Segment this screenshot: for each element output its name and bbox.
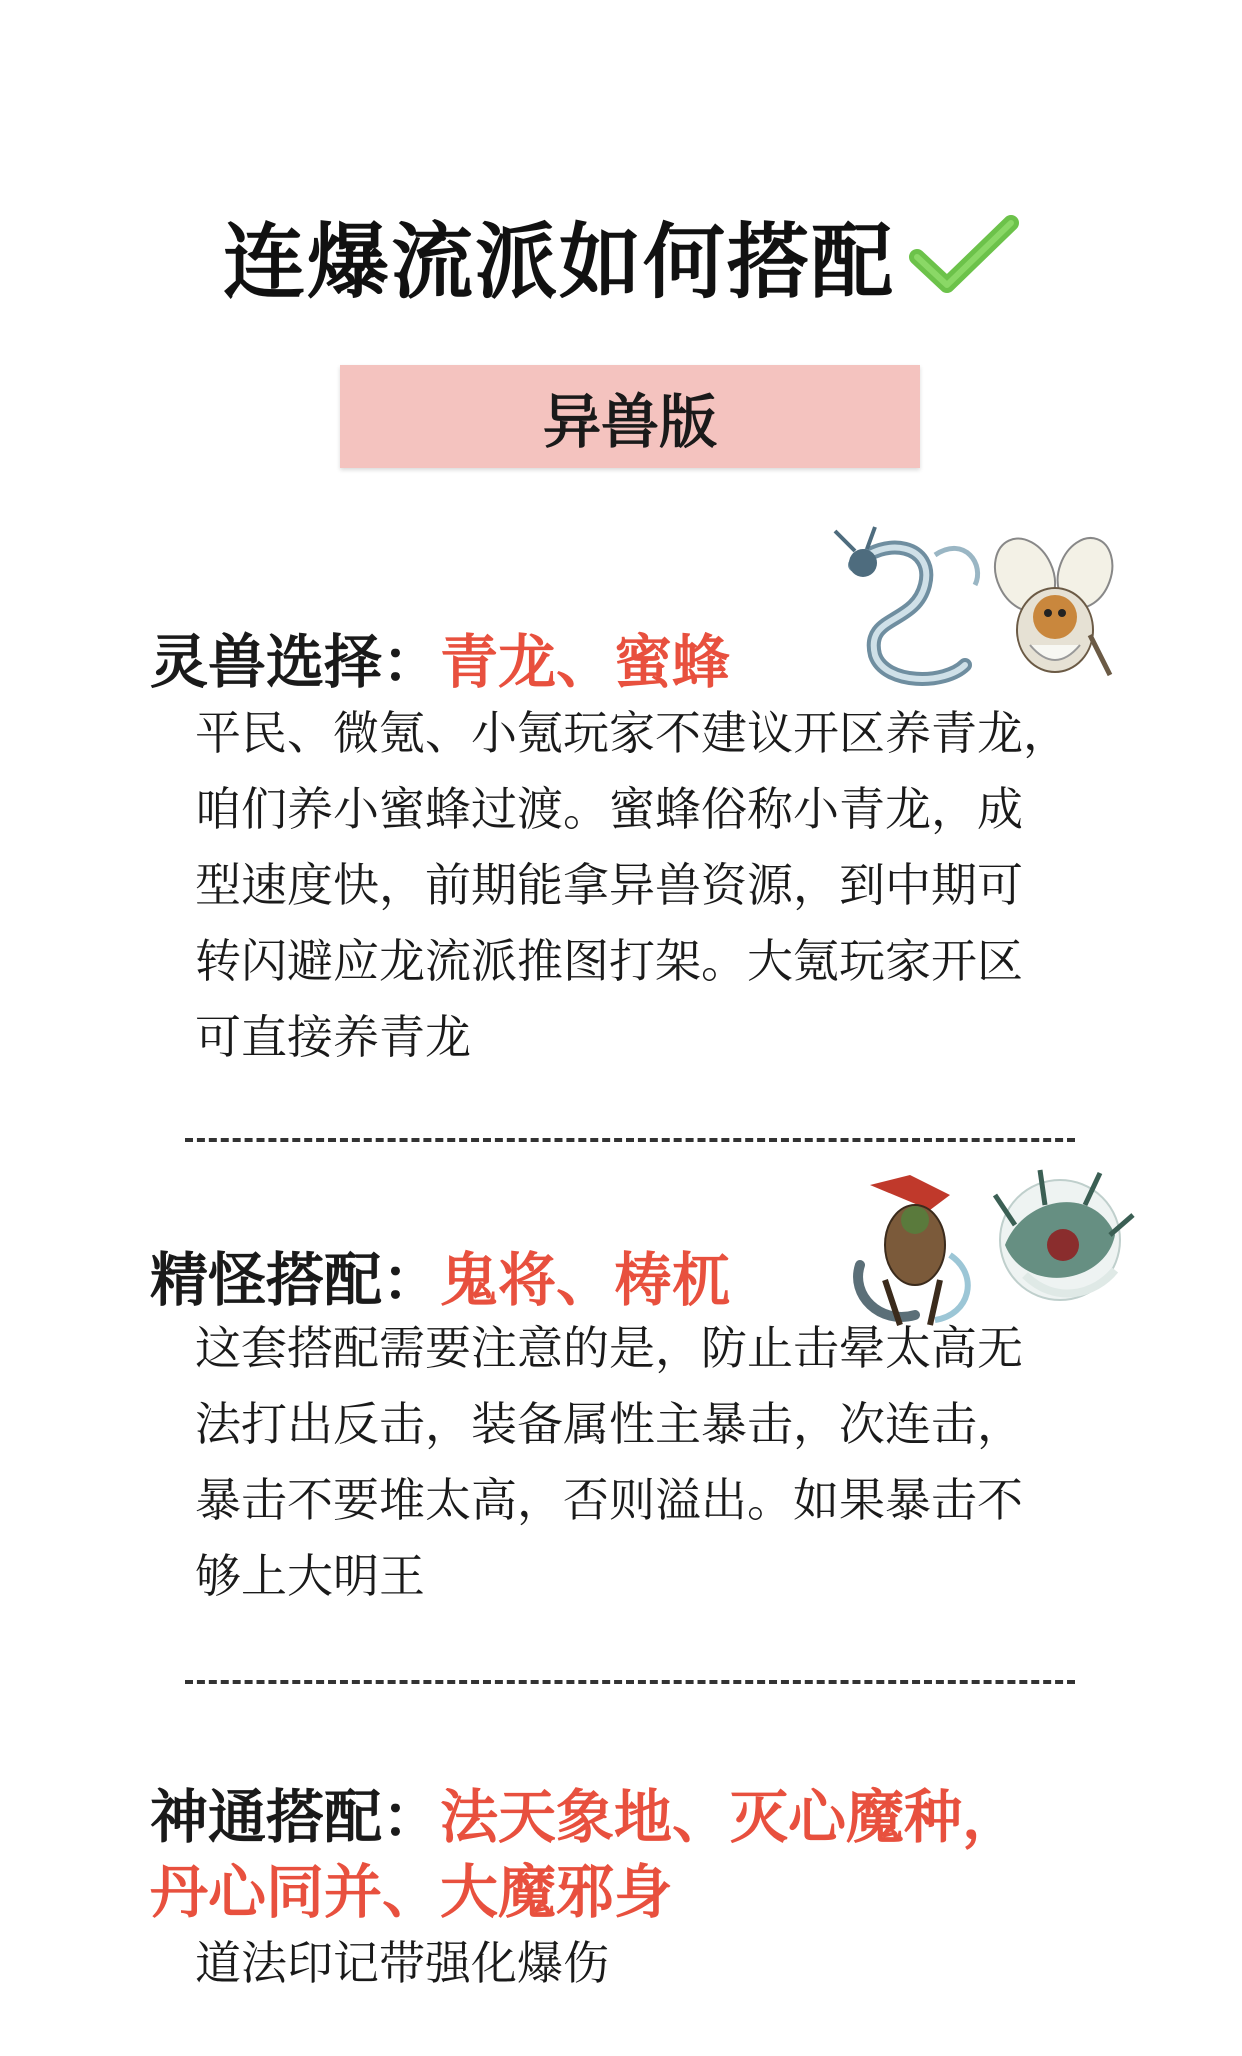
body-line: 这套搭配需要注意的是，防止击晕太高无 xyxy=(195,1321,1023,1375)
body-line: 型速度快，前期能拿异兽资源，到中期可 xyxy=(195,858,1023,912)
body-line: 咱们养小蜜蜂过渡。蜜蜂俗称小青龙，成 xyxy=(195,782,1023,836)
checkmark-icon xyxy=(909,215,1019,295)
section-heading-divine-pairing xyxy=(150,1770,1020,1854)
body-line: 转闪避应龙流派推图打架。大氪玩家开区 xyxy=(195,934,1023,988)
section-label: 神通搭配： xyxy=(150,1783,441,1851)
section-heading-spirit-beast xyxy=(150,615,730,699)
section-heading-divine-pairing-continued xyxy=(150,1845,672,1929)
section-highlight: 鬼将、梼杌 xyxy=(440,1246,731,1314)
section-body-spirit-pairing xyxy=(195,1310,1095,1614)
section-heading-spirit-pairing xyxy=(150,1233,730,1317)
section-body-spirit-beast xyxy=(195,695,1095,1075)
body-line: 平民、微氪、小氪玩家不建议开区养青龙， xyxy=(195,706,1069,760)
section-highlight-continued: 丹心同并、大魔邪身 xyxy=(150,1858,673,1926)
section-highlight: 青龙、蜜蜂 xyxy=(440,628,731,696)
section-body-divine-pairing xyxy=(195,1925,1095,2001)
body-line: 够上大明王 xyxy=(195,1549,425,1603)
body-line: 法打出反击，装备属性主暴击，次连击， xyxy=(195,1397,1023,1451)
section-divider xyxy=(185,1680,1075,1684)
body-line: 暴击不要堆太高，否则溢出。如果暴击不 xyxy=(195,1473,1023,1527)
section-label: 灵兽选择： xyxy=(150,628,441,696)
page-title-row xyxy=(0,200,1242,310)
page-title: 连爆流派如何搭配 xyxy=(222,214,895,310)
version-badge xyxy=(340,365,920,468)
section-highlight: 法天象地、灭心魔种， xyxy=(440,1783,1021,1851)
section-label: 精怪搭配： xyxy=(150,1246,441,1314)
section-divider xyxy=(185,1138,1075,1142)
bee-icon xyxy=(990,535,1120,685)
body-line: 可直接养青龙 xyxy=(195,1010,471,1064)
version-badge-label: 异兽版 xyxy=(542,387,717,456)
ghost-general-icon xyxy=(840,1165,990,1330)
body-line: 道法印记带强化爆伤 xyxy=(195,1936,609,1990)
taowu-beast-icon xyxy=(985,1155,1135,1325)
azure-dragon-icon xyxy=(815,525,1005,700)
